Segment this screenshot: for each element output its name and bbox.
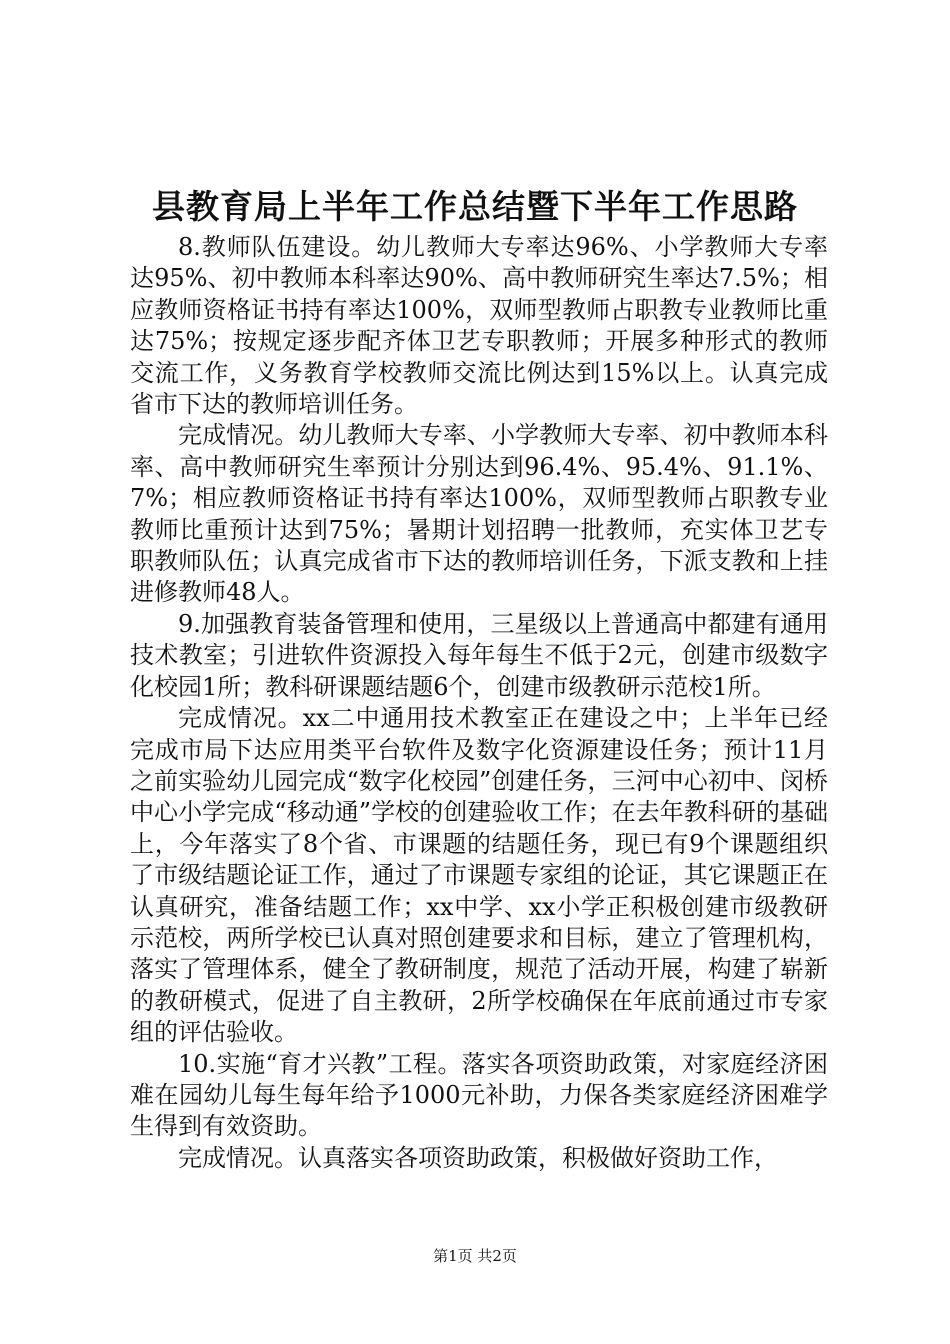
document-body: [130, 232, 828, 1174]
page-footer: 第1页 共2页: [433, 1247, 517, 1265]
paragraph-equipment: 9.加强教育装备管理和使用，三星级以上普通高中都建有通用技术教室；引进软件资源投入每年每生不低于2元，创建市级数字化校园1所；教科研课题结题6个，创建市级教研示范校1所。: [130, 609, 828, 701]
paragraph-equipment-status: 完成情况。xx二中通用技术教室正在建设之中；上半年已经完成市局下达应用类平台软件及数字化资源建设任务；预计11月之前实验幼儿园完成“数字化校园”创建任务，三河中心初中、闵桥中心小学完成“移动通”学校的创建验收工作；在去年教科研的基础上，今年落实了8个省、市课题的结题任务，现已有9个课题组织了市级结题论证工作，通过了市课题专家组的论证，其它课题正在认真研究，准备结题工作；xx中学、xx小学正积极创建市级教研示范校，两所学校已认真对照创建要求和目标，建立了管理机构，落实了管理体系，健全了教研制度，规范了活动开展，构建了崭新的教研模式，促进了自主教研，2所学校确保在年底前通过市专家组的评估验收。: [130, 704, 828, 1047]
paragraph-teacher-team-status: 完成情况。幼儿教师大专率、小学教师大专率、初中教师本科率、高中教师研究生率预计分别达到96.4%、95.4%、91.1%、7%；相应教师资格证书持有率达100%，双师型教师占职教专业教师比重预计达到75%；暑期计划招聘一批教师，充实体卫艺专职教师队伍；认真完成省市下达的教师培训任务，下派支教和上挂进修教师48人。: [130, 421, 828, 607]
paragraph-talent-project: 10.实施“育才兴教”工程。落实各项资助政策，对家庭经济困难在园幼儿每生每年给予1000元补助，力保各类家庭经济困难学生得到有效资助。: [130, 1049, 828, 1141]
paragraph-talent-project-status: 完成情况。认真落实各项资助政策，积极做好资助工作，: [178, 1143, 778, 1172]
document-title: 县教育局上半年工作总结暨下半年工作思路: [152, 187, 798, 226]
paragraph-teacher-team: 8.教师队伍建设。幼儿教师大专率达96%、小学教师大专率达95%、初中教师本科率达90%、高中教师研究生率达7.5%；相应教师资格证书持有率达100%，双师型教师占职教专业教师比重达75%；按规定逐步配齐体卫艺专职教师；开展多种形式的教师交流工作，义务教育学校教师交流比例达到15%以上。认真完成省市下达的教师培训任务。: [130, 233, 828, 419]
